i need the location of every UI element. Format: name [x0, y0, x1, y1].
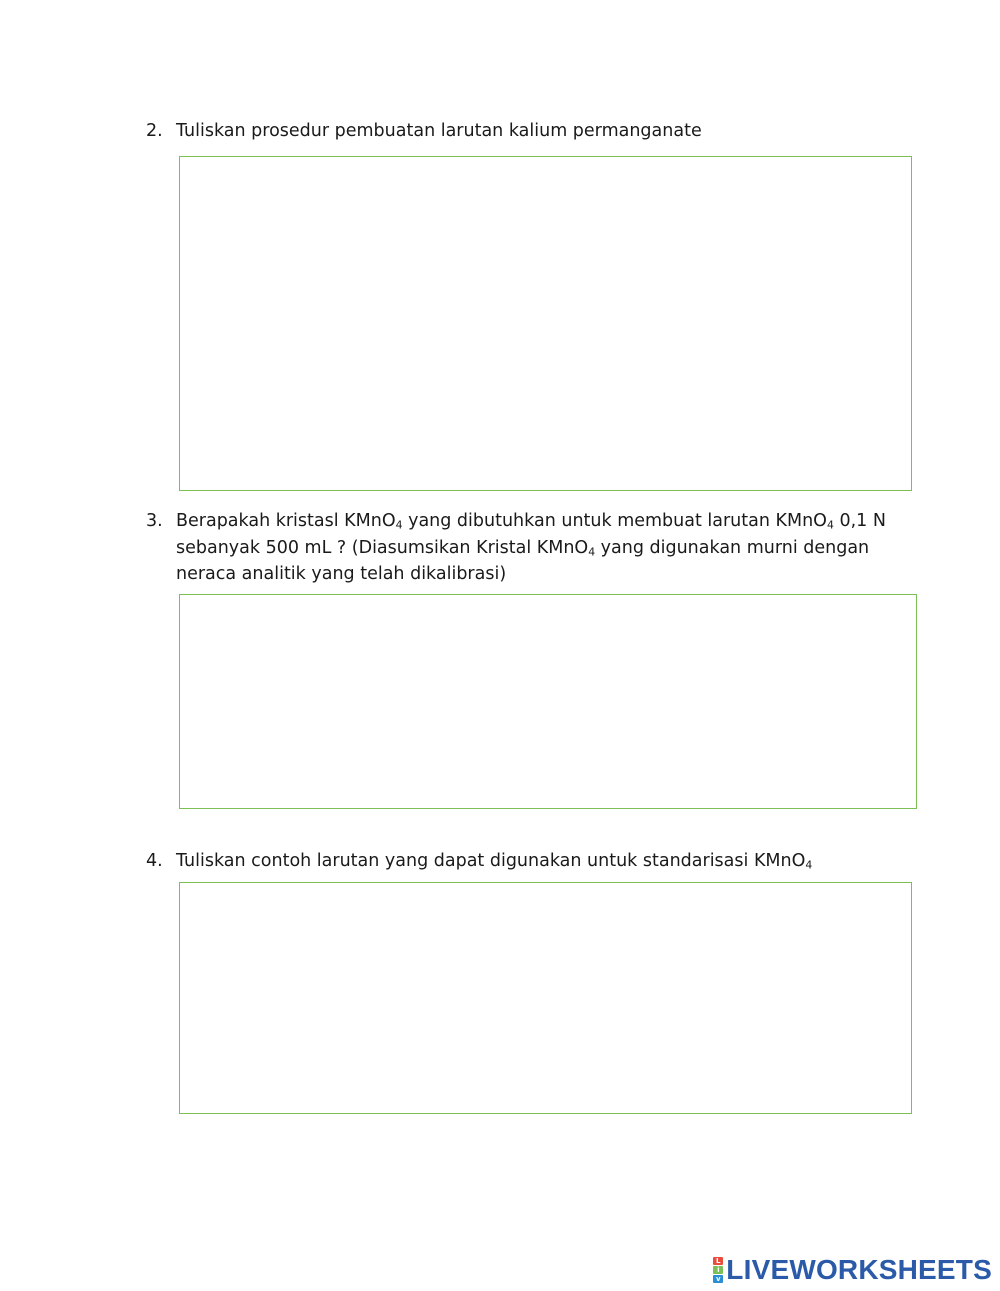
- question-line: Berapakah kristasl KMnO$_4$ yang dibutuhkan untuk membuat larutan KMnO$_4$ 0,1 N: [176, 511, 886, 532]
- question-text: [176, 508, 886, 588]
- answer-box-3[interactable]: [179, 594, 917, 809]
- question-number: 2.: [146, 121, 163, 141]
- logo-block: v: [713, 1275, 723, 1283]
- logo-block: L: [713, 1257, 723, 1265]
- logo-block: i: [713, 1266, 723, 1274]
- answer-box-2[interactable]: [179, 156, 912, 491]
- question-number: 4.: [146, 851, 163, 871]
- liveworksheets-logo: [713, 1254, 992, 1286]
- answer-box-4[interactable]: [179, 882, 912, 1114]
- question-line: Tuliskan prosedur pembuatan larutan kalium permanganate: [176, 121, 702, 141]
- question-line: neraca analitik yang telah dikalibrasi): [176, 564, 507, 584]
- question-text: [176, 118, 702, 145]
- question-number: 3.: [146, 511, 163, 531]
- question-line: sebanyak 500 mL ? (Diasumsikan Kristal KMnO$_4$ yang digunakan murni dengan: [176, 537, 870, 559]
- question-line: Tuliskan contoh larutan yang dapat digunakan untuk standarisasi KMnO$_4$: [176, 851, 813, 872]
- question-text: [176, 848, 812, 875]
- logo-mark-icon: [713, 1257, 723, 1283]
- logo-text: LIVEWORKSHEETS: [726, 1254, 992, 1285]
